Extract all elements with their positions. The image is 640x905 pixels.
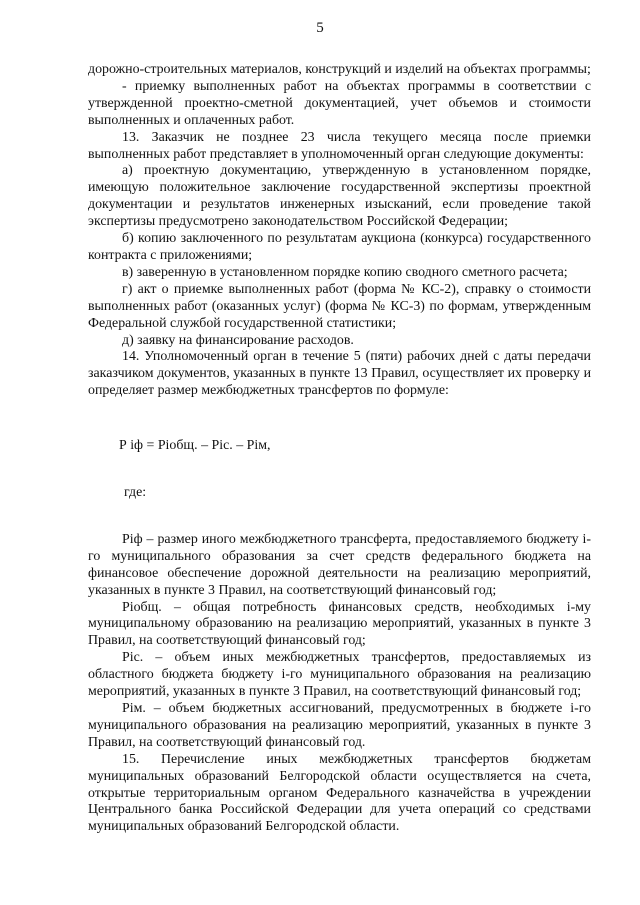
paragraph-continuation: дорожно-строительных материалов, конструкций и изделий на объектах программы; bbox=[88, 62, 591, 77]
paragraph-14: 14. Уполномоченный орган в течение 5 (пяти) рабочих дней с даты передачи заказчиком документов, указанных в пункте 13 Правил, осуществляет их проверку и определяет размер межбюджетных трансфертов по формуле: bbox=[88, 349, 591, 399]
definition-rim: Рім. – объем бюджетных ассигнований, предусмотренных в бюджете i-го муниципального образования на реализацию мероприятий, указанных в пункте 3 Правил, на соответствующий финансовый год. bbox=[88, 701, 591, 750]
formula: Р iф = Ріобщ. – Ріс. – Рім, bbox=[119, 438, 271, 454]
paragraph-13: 13. Заказчик не позднее 23 числа текущего месяца после приемки выполненных работ представляет в уполномоченный орган следующие документы: bbox=[88, 129, 591, 162]
definition-rif: Ріф – размер иного межбюджетного трансферта, предоставляемого бюджету i-го муниципального образования за счет средств федерального бюджета на финансовое обеспечение дорожной деятельности на реализацию мероприятий, указанных в пункте 3 Правил, на соответствующий финансовый год; bbox=[88, 531, 591, 598]
document-body bbox=[88, 62, 591, 836]
list-item-g: г) акт о приемке выполненных работ (форма № КС-2), справку о стоимости выполненных работ (оказанных услуг) (форма № КС-3) по формам, утвержденным Федеральной службой государственной статистики; bbox=[88, 281, 591, 331]
list-item-a: а) проектную документацию, утвержденную в установленном порядке, имеющую положительное заключение государственной экспертизы проектной документации и результатов инженерных изысканий, если проведение такой экспертизы предусмотрено законодательством Российской Федерации; bbox=[88, 163, 591, 230]
page-number: 5 bbox=[316, 20, 324, 36]
definition-ris: Ріс. – объем иных межбюджетных трансфертов, предоставляемых из областного бюджета бюджету i-го муниципального образования на реализацию мероприятий, указанных в пункте 3 Правил, на соответствующий финансовый год; bbox=[88, 650, 591, 700]
list-item-d: д) заявку на финансирование расходов. bbox=[122, 332, 354, 348]
list-item-v: в) заверенную в установленном порядке копию сводного сметного расчета; bbox=[122, 264, 568, 280]
where-label: где: bbox=[124, 485, 147, 501]
definition-riobshch: Ріобщ. – общая потребность финансовых средств, необходимых i-му муниципальному образованию на реализацию мероприятий, указанных в пункте 3 Правил, на соответствующий финансовый год; bbox=[88, 599, 591, 649]
paragraph-acceptance: - приемку выполненных работ на объектах программы в соответствии с утвержденной проектно-сметной документацией, учет объемов и стоимости выполненных и оплаченных работ. bbox=[88, 78, 591, 128]
list-item-b: б) копию заключенного по результатам аукциона (конкурса) государственного контракта с приложениями; bbox=[88, 231, 591, 263]
paragraph-15: 15. Перечисление иных межбюджетных трансфертов бюджетам муниципальных образований Белгородской области осуществляется на счета, открытые территориальным органом Федерального казначейства в учреждении Центрального банка Российской Федерации для учета операций со средствами муниципальных образований Белгородской области. bbox=[88, 751, 591, 835]
